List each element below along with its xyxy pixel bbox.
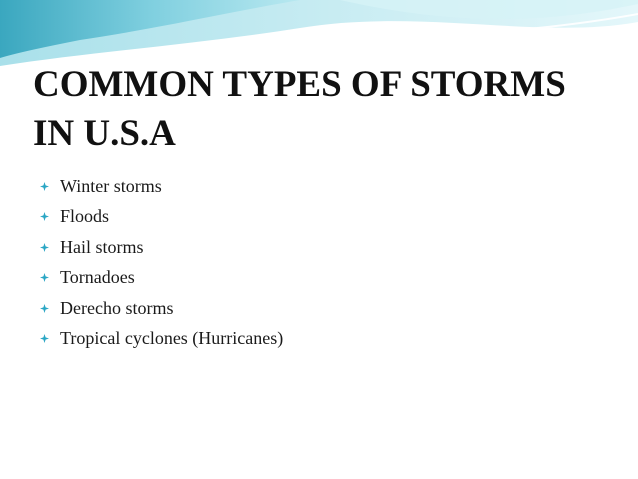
list-item (40, 293, 283, 323)
list-item-label: Floods (60, 206, 110, 227)
list-item-label: Tropical cyclones (Hurricanes) (60, 327, 284, 348)
list-item (40, 323, 283, 353)
list-item (40, 201, 283, 231)
list-item-label: Hail storms (60, 236, 144, 257)
list-item (40, 171, 283, 201)
sparkle-diamond-icon (40, 273, 49, 282)
sparkle-diamond-icon (40, 212, 49, 221)
slide-title-line-2: IN U.S.A (33, 113, 176, 154)
list-item (40, 262, 283, 292)
slide-title (33, 60, 623, 158)
slide-title-line-1: COMMON TYPES OF STORMS (33, 64, 566, 105)
list-item (40, 232, 283, 262)
sparkle-diamond-icon (40, 334, 49, 343)
sparkle-diamond-icon (40, 182, 49, 191)
sparkle-diamond-icon (40, 304, 49, 313)
list-item-label: Winter storms (60, 176, 162, 196)
list-item-label: Tornadoes (60, 267, 135, 288)
list-item-label: Derecho storms (60, 297, 174, 318)
sparkle-diamond-icon (40, 243, 49, 252)
storm-types-list (40, 171, 283, 353)
